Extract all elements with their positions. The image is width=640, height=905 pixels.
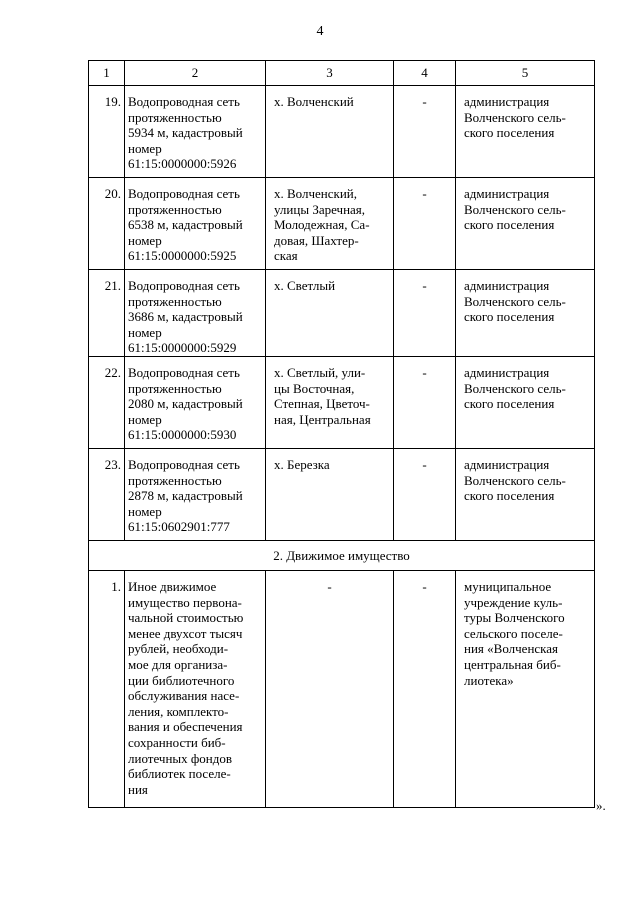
property-holder: администрация Волченского сель- ского поселения [464,456,566,504]
table-row [89,570,595,807]
row-number: 23. [104,456,121,472]
column-4-value: - [422,94,427,109]
closing-quote-mark: ». [596,798,606,813]
column-4-value: - [422,278,427,293]
row-number-cell [89,356,125,448]
property-description: Водопроводная сеть протяженностью 6538 м, кадастровый номер 61:15:0000000:5925 [128,186,243,264]
column-4-cell [394,270,456,357]
column-header-3: 3 [266,61,394,86]
row-number: 22. [104,364,121,380]
description-cell [125,178,266,270]
table-row [89,270,595,357]
location-cell [266,448,394,540]
property-location: - [327,578,332,594]
column-header-5: 5 [456,61,595,86]
column-4-cell [394,356,456,448]
property-location: х. Березка [274,456,330,472]
property-location: х. Волченский [274,94,354,109]
property-holder: администрация Волченского сель- ского поселения [464,94,566,141]
property-description: Водопроводная сеть протяженностью 3686 м, кадастровый номер 61:15:0000000:5929 [128,278,243,356]
table-row [89,178,595,270]
property-location: х. Светлый [274,278,336,293]
column-4-cell [394,178,456,270]
column-header-2: 2 [125,61,266,86]
column-header-1: 1 [89,61,125,86]
property-description: Иное движимое имущество первона- чальной стоимостью менее двухсот тысяч рублей, необходи- мое для организа- ции библиотечного обслуживания насе- ления, комплекто- вания и обеспечения сохранности биб- лиотечных фондов библиотек поселе- ния [128,578,244,797]
row-number-cell [89,270,125,357]
location-cell [266,570,394,807]
holder-cell [456,448,595,540]
holder-cell [456,570,595,807]
property-location: х. Волченский, улицы Заречная, Молодежная, Са- довая, Шахтер- ская [274,186,370,264]
column-4-cell [394,86,456,178]
section-header-row [89,540,595,570]
column-header-4: 4 [394,61,456,86]
column-number-header-row [89,61,595,86]
row-number-cell [89,448,125,540]
property-holder: муниципальное учреждение куль- туры Волченского сельского поселе- ния «Волченская центральная биб- лиотека» [464,578,565,688]
row-number-cell [89,570,125,807]
location-cell [266,356,394,448]
description-cell [125,86,266,178]
holder-cell [456,270,595,357]
row-number-cell [89,178,125,270]
column-4-value: - [422,456,427,472]
row-number: 1. [111,578,121,594]
page-number: 4 [316,24,324,39]
row-number: 20. [104,186,121,201]
column-4-cell [394,448,456,540]
location-cell [266,270,394,357]
location-cell [266,86,394,178]
property-location: х. Светлый, ули- цы Восточная, Степная, Цветоч- ная, Центральная [274,364,371,427]
row-number-cell [89,86,125,178]
property-description: Водопроводная сеть протяженностью 5934 м, кадастровый номер 61:15:0000000:5926 [128,94,243,172]
description-cell [125,270,266,357]
property-holder: администрация Волченского сель- ского поселения [464,278,566,325]
row-number: 21. [104,278,121,293]
table-row [89,356,595,448]
holder-cell [456,178,595,270]
description-cell [125,356,266,448]
column-4-value: - [422,364,427,380]
location-cell [266,178,394,270]
property-holder: администрация Волченского сель- ского поселения [464,186,566,233]
table-row [89,448,595,540]
property-description: Водопроводная сеть протяженностью 2878 м, кадастровый номер 61:15:0602901:777 [128,456,243,535]
column-4-value: - [422,186,427,201]
table-row [89,86,595,178]
holder-cell [456,86,595,178]
row-number: 19. [104,94,121,109]
property-register-table [88,60,595,808]
description-cell [125,448,266,540]
holder-cell [456,356,595,448]
column-4-cell [394,570,456,807]
property-holder: администрация Волченского сель- ского поселения [464,364,566,412]
section-title: 2. Движимое имущество [89,540,595,570]
description-cell [125,570,266,807]
property-description: Водопроводная сеть протяженностью 2080 м, кадастровый номер 61:15:0000000:5930 [128,364,243,443]
column-4-value: - [422,578,427,594]
